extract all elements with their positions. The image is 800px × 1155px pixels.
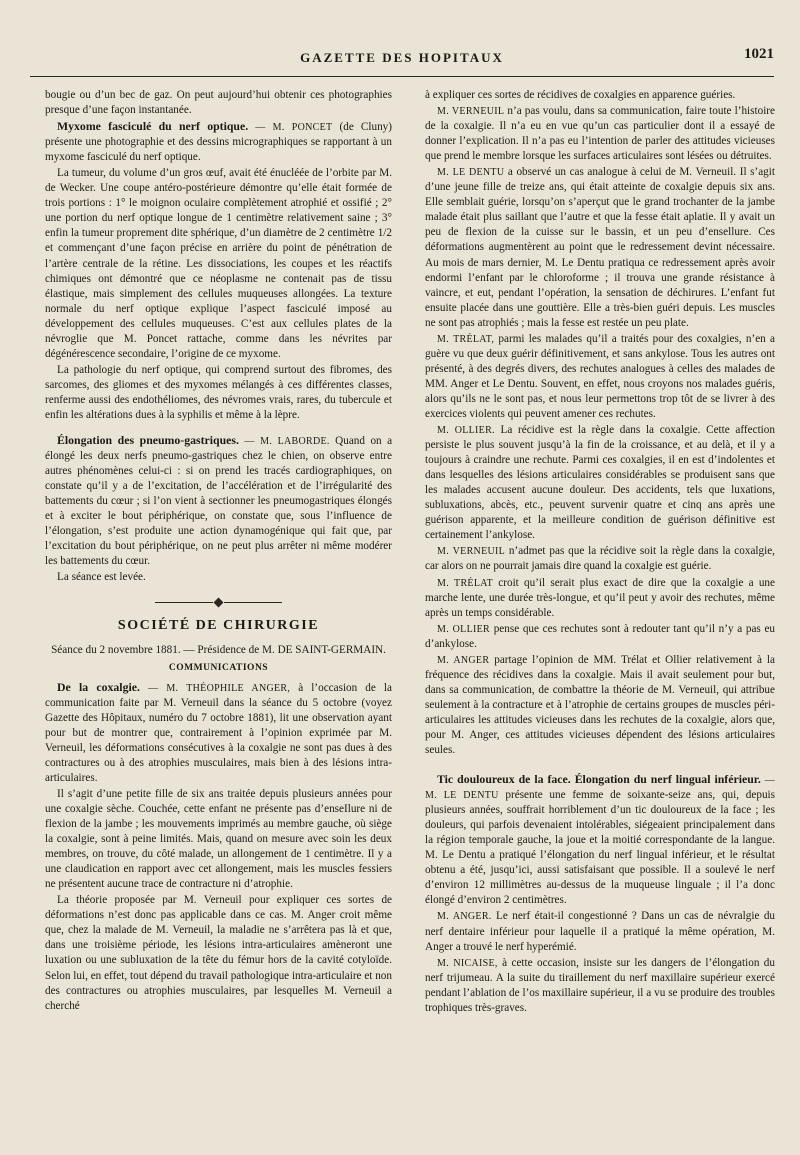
page-header <box>30 40 774 77</box>
speaker-text: Le nerf était-il congestionné ? Dans un cas de névralgie du nerf dentaire inférieur pour laquelle il a pratiqué la même opération, M. Anger a trouvé le nerf hyperémié. <box>425 910 775 953</box>
speaker: M. TRÉLAT <box>437 577 494 589</box>
speaker: M. OLLIER. <box>437 425 495 437</box>
paragraph: Il s’agit d’une petite fille de six ans traitée depuis plusieurs années pour une coxalgie sèche. Couchée, cette enfant ne présente pas d’enseIlure ni de flexion de la jambe ; les mouvements imprimés au membre gauche, où siège la coxalgie, sont à peine limités. Mais, quand on mesure avec soin les deux membres, on trouve, du côté malade, un allongement de 1 centimètre. Il y a une claudication en rapport avec cet allongement, mais les muscles fessiers ne présentent aucune trace de contracture ni d’atrophie. <box>45 787 392 891</box>
session-line: Séance du 2 novembre 1881. — Présidence de M. DE SAINT-GERMAIN. <box>51 643 386 656</box>
speaker: M. LE DENTU <box>437 167 505 179</box>
running-title: GAZETTE DES HOPITAUX <box>300 50 504 65</box>
discussion-entry <box>425 332 775 422</box>
paragraph: bougie ou d’un bec de gaz. On peut aujourd’hui obtenir ces photographies presque d’une façon instantanée. <box>45 89 392 117</box>
speaker-text: partage l’opinion de MM. Trélat et Ollier relativement à la fréquence des récidives dans la coxalgie. Mais il avait seulement pour but, dans sa communication, de combattre la théorie de M. Verneuil, qui attribue seulement à la contracture et à l’atrophie de certains groupes de muscles péri-articulaires les attitudes vicieuses dans les rechutes de la coxalgie, alors que, pour M. Anger, ces attitudes vicieuses dépendent des lésions articulaires seules. <box>425 653 775 757</box>
speaker: M. NICAISE, <box>437 957 498 969</box>
article-title: Élongation des pneumo-gastriques. <box>57 433 239 448</box>
section-divider <box>45 594 392 612</box>
paragraph: à expliquer ces sortes de récidives de coxalgies en apparence guéries. <box>425 89 736 101</box>
speaker: M. ANGER. <box>437 911 492 923</box>
speaker: M. VERNEUIL <box>437 106 505 118</box>
discussion-entry <box>425 165 775 331</box>
right-column <box>425 88 775 1128</box>
discussion-entry <box>425 544 775 574</box>
paragraph: La tumeur, du volume d’un gros œuf, avait été énucléée de l’orbite par M. de Wecker. Une coupe antéro-postérieure démontre qu’elle était formée de trois portions : 1° le moignon oculaire complètement atrophié et ossifié ; 2° une portion du nerf optique longue de 1 centimètre relativement saine ; 3° enfin la tumeur proprement dite sphérique, d’un diamètre de 2 centimètre 1/2 et commençant d’une façon précise en arrière du point de pénétration de l’artère centrale de la rétine. Les dissociations, les coupes et les réactifs chimiques ont démontré que ce néoplasme ne contenait pas de tissu élastique, mais simplement des cellules muqueuses allongées. La texture normale du nerf optique explique l’aspect fasciculé imposé au développement des cellules muqueuses. C’est aux cellules plates de la névroglie que M. Poncet rattache, comme dans les névrites par dégénérescence secondaire, l’origine de ce myxome. <box>45 167 392 360</box>
article-text: (de Cluny) présente une photographie et des dessins micrographiques se rapportant à un myxome fasciculé du nerf optique. <box>45 121 392 164</box>
speaker-text: parmi les malades qu’il a traités pour des coxalgies, n’en a guère vu que deux guérir définitivement, et sans ankylose. Tous les autres ont présenté, à des degrés divers, des rechutes analogues à celles des malades de MM. Anger et Le Dentu. Souvent, en effet, nous croyons nos malades guéris, alors qu’ils ne le sont pas, et nous leur permettons trop tôt de se livrer à des exercices violents qui peuvent amener ces rechutes. <box>425 332 775 420</box>
speaker: M. TRÉLAT, <box>437 333 495 345</box>
discussion-entry <box>425 576 775 621</box>
speaker-text: croit qu’il serait plus exact de dire que la coxalgie a une marche lente, une durée très-longue, et qu’il peut y avoir des rechutes, même après un temps considérable. <box>425 576 775 619</box>
article-text: à l’occasion de la communication faite par M. Verneuil dans la séance du 5 octobre (voyez Gazette des Hôpitaux, numéro du 7 octobre 1881), lit une observation ayant pour but de montrer que, contrairement à l’opinion exprimée par M. Verneuil, les déformations consécutives à la coxalgie ne sont pas dues à des contractures ou à des atrophies musculaires, mais bien à des lésions intra-articulaires. <box>45 681 392 784</box>
speaker: M. ANGER <box>437 654 490 666</box>
article-coxalgie <box>45 680 392 786</box>
article-myxome <box>45 119 392 165</box>
discussion-entry <box>425 622 775 652</box>
discussion-entry <box>425 104 775 164</box>
article-elongation <box>45 433 392 569</box>
paragraph: La séance est levée. <box>57 571 146 584</box>
author: — M. THÉOPHILE ANGER, <box>148 682 291 694</box>
speaker-text: La récidive est la règle dans la coxalgie. Cette affection persiste le plus souvent jusqu’à la fin de la croissance, et au delà, et il y a toujours à craindre une rechute. Parmi ces coxalgies, il en est d’indolentes et dans lesquelles des lésions articulaires considérables se produisent sans que les malades accusent aucune douleur. Des accidents, tels que luxations, subluxations, abcès, etc., peuvent survenir quatre et cinq ans après une guérison apparente, et la meilleure condition de guérison définitive est certainement l’ankylose. <box>425 424 775 542</box>
discussion-entry <box>425 909 775 954</box>
discussion-entry <box>425 653 775 758</box>
author: — M. LABORDE. <box>244 436 330 448</box>
speaker-text: a observé un cas analogue à celui de M. Verneuil. Il s’agit d’une jeune fille de treize ans, qui était atteinte de coxalgie depuis six ans. Elle semblait guérie, lorsqu’on s’aperçut que le grand trochanter de la jambe malade était plus saillant que l’autre et que la fesse était aplatie. Il y avait un peu de flexion de la cuisse sur le bassin, et un peu d’ensellure. Ces déformations augmentèrent au point que le redressement devint nécessaire. Au mois de mars dernier, M. Le Dentu pratiqua ce redressement après avoir endormi l’enfant par le chloroforme ; il trouva une grande résistance à vaincre, et eut, pendant l’opération, la sensation de déchirures. L’enfant fut ensuite placée dans une gouttière. Elle a très-bien guéri depuis. Les muscles ne sont pas atrophiés ; mais la fesse est restée un peu plate. <box>425 166 775 329</box>
article-title: Myxome fasciculé du nerf optique. <box>57 119 249 134</box>
author: — M. PONCET <box>255 122 333 134</box>
author: — M. LE DENTU <box>425 775 775 802</box>
left-column <box>45 88 392 1128</box>
speaker-text: pense que ces rechutes sont à redouter tant qu’il n’y a pas eu d’ankylose. <box>425 622 775 650</box>
speaker-text: à cette occasion, insiste sur les dangers de l’élongation du nerf trijumeau. A la suite du tiraillement du nerf maxillaire supérieur exercé pendant l’ablation de l’os maxillaire supérieur, il a vu se produire des troubles trophiques très-graves. <box>425 956 775 1014</box>
speaker: M. OLLIER <box>437 623 491 635</box>
article-title: Tic douloureux de la face. Élongation du nerf lingual inférieur. <box>437 772 761 787</box>
communications-label: COMMUNICATIONS <box>168 662 269 673</box>
speaker: M. VERNEUIL <box>437 546 506 558</box>
article-text: présente une femme de soixante-seize ans, qui, depuis plusieurs années, souffrait horriblement d’un tic douloureux de la face ; les douleurs, qui parfois devenaient intolérables, siégeaient principalement dans la région temporale gauche, la joue et la moitié correspondante de la langue. M. Le Dentu a pratiqué l’élongation du nerf lingual inférieur, et le résultat obtenu a été, jusqu’ici, aussi satisfaisant que possible. Il a soulevé le nerf d’environ 12 millimètres au-dessus de la muqueuse linguale ; il l’a donc élongé d’environ 2 centimètres. <box>425 789 775 907</box>
paragraph: La théorie proposée par M. Verneuil pour expliquer ces sortes de déformations n’est donc pas applicable dans ce cas. M. Anger croit même que, chez la malade de M. Verneuil, la maladie ne s’arrêtera pas là et que, dans une troisième période, les lésions intra-articulaires amèneront une luxation ou une subluxation de la tête du fémur hors de la cavité cotyloïde. Selon lui, en effet, tout dépend du travail pathologique intra-articulaire et non des contractures ou atrophies musculaires, par lesquelles M. Verneuil a cherché <box>45 894 392 1012</box>
article-text: Quand on a élongé les deux nerfs pneumo-gastriques chez le chien, on observe entre autres phénomènes celui-ci : si on prend les tracés cardiographiques, on constate qu’il y a de l’excitation, de l’accélération et de l’irrégularité des battements du cœur ; si l’on vient à sectionner les pneumogastriques élongés et à exciter le bout périphérique, on constate que, sous l’influence de l’élongation, s’est produite une action dynamogénique qui fait que, par l’excitation du bout périphérique, on ne peut plus arrêter ni même modérer les battements du cœur. <box>45 435 392 568</box>
society-heading: SOCIÉTÉ DE CHIRURGIE <box>117 617 320 633</box>
discussion-entry <box>425 423 775 543</box>
article-title: De la coxalgie. <box>57 679 140 694</box>
article-tic-douloureux <box>425 772 775 908</box>
speaker-text: n’a pas voulu, dans sa communication, faire toute l’histoire de la coxalgie. Il n’a eu en vue qu’un cas particulier dont il a essayé de donner l’explication. Il n’a pas eu l’intention de parler des attitudes vicieuses que prend le membre lorsque les surfaces articulaires sont lésées ou détruites. <box>425 105 775 163</box>
speaker-text: n’admet pas que la récidive soit la règle dans la coxalgie, car alors on ne pourrait jamais dire quand la coxalgie est guérie. <box>425 545 775 573</box>
discussion-entry <box>425 956 775 1016</box>
paragraph: La pathologie du nerf optique, qui comprend surtout des fibromes, des sarcomes, des gliomes et des myxomes mélangés à ces différentes classes, renferme aussi des endothéliomes, des névromes vrais, rares, du tubercule et enfin les altérations dues à la syphilis et même à la lèpre. <box>45 363 392 421</box>
page-number: 1021 <box>744 46 774 62</box>
